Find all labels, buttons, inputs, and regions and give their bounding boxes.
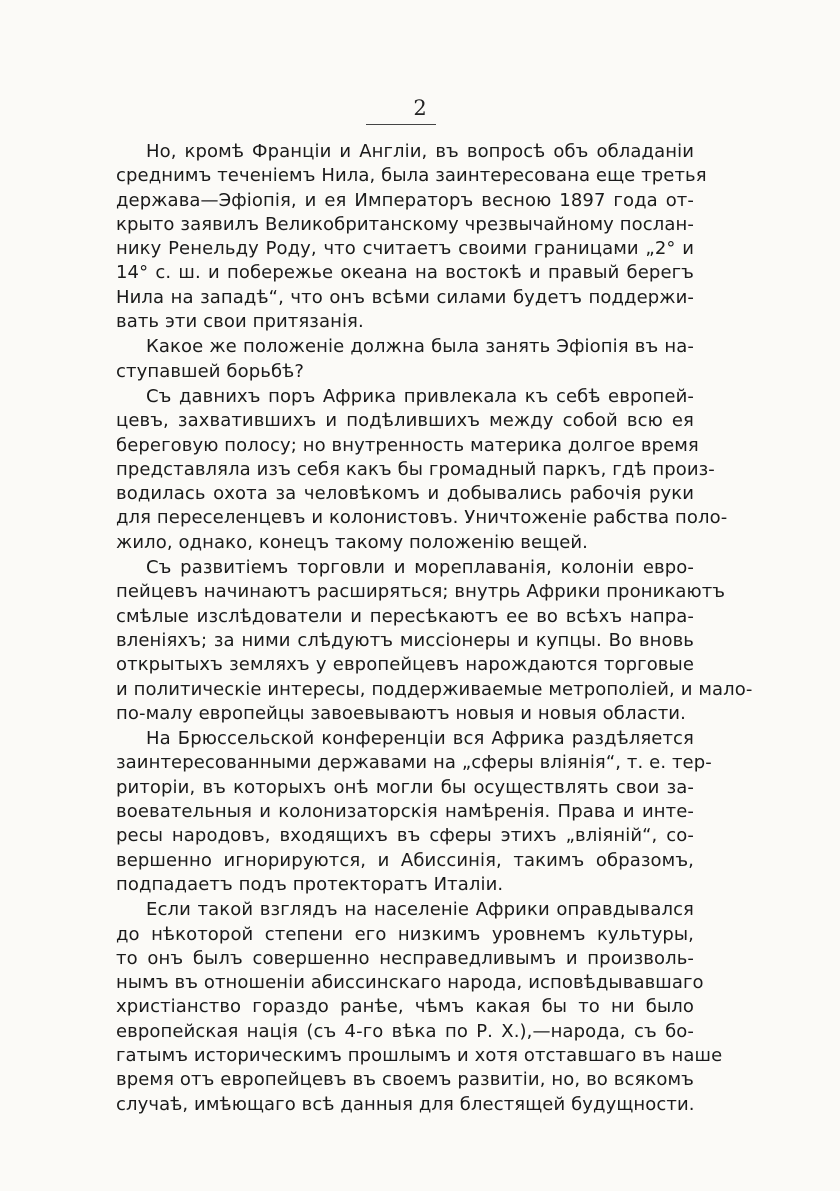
- text-line: до нѣкоторой степени его низкимъ уровнемъ культуры,: [116, 923, 694, 945]
- text-line: случаѣ, имѣющаго всѣ данныя для блестящей будущности.: [116, 1093, 695, 1115]
- text-line: представляла изъ себя какъ бы громадный паркъ, гдѣ произ-: [116, 458, 715, 480]
- text-line: ступавшей борьбѣ?: [116, 360, 305, 382]
- header-rule: [366, 124, 436, 125]
- text-line: ресы народовъ, входящихъ въ сферы этихъ „вліяній“, со-: [116, 825, 694, 847]
- text-line: европейская нація (съ 4-го вѣка по Р. Х.),—народа, съ бо-: [116, 1020, 694, 1042]
- text-line: 14° с. ш. и побережье океана на востокѣ и правый берегъ: [116, 262, 694, 284]
- text-line: крыто заявилъ Великобританскому чрезвычайному послан-: [116, 213, 694, 235]
- text-line: время отъ европейцевъ въ своемъ развитіи, но, во всякомъ: [116, 1069, 694, 1091]
- text-line: и политическіе интересы, поддерживаемые метрополіей, и мало-: [116, 678, 753, 700]
- text-line: цевъ, захватившихъ и подѣлившихъ между собой всю ея: [116, 410, 694, 432]
- text-line: христіанство гораздо ранѣе, чѣмъ какая бы то ни было: [116, 996, 694, 1018]
- body-text: [116, 140, 753, 1117]
- text-line: Нила на западѣ“, что онъ всѣми силами будетъ поддержи-: [116, 286, 694, 308]
- text-line: держава—Эфіопія, и ея Императоръ весною 1897 года от-: [116, 189, 694, 211]
- text-line: нику Ренельду Роду, что считаетъ своими границами „2° и: [116, 238, 694, 260]
- text-line: то онъ былъ совершенно несправедливымъ и произволь-: [116, 947, 694, 969]
- text-line: вершенно игнорируются, и Абиссинія, такимъ образомъ,: [116, 849, 694, 871]
- paragraph: [116, 385, 728, 555]
- paragraph: [116, 898, 723, 1117]
- paragraph: [116, 335, 694, 384]
- text-line: воевательныя и колонизаторскія намѣренія. Права и инте-: [116, 801, 694, 823]
- text-line: для переселенцевъ и колонистовъ. Уничтоженіе рабства поло-: [116, 507, 728, 529]
- text-line: На Брюссельской конференціи вся Африка раздѣляется: [146, 728, 694, 750]
- text-line: жило, однако, конецъ такому положенію вещей.: [116, 531, 588, 553]
- text-line: Если такой взглядъ на населеніе Африки оправдывался: [146, 899, 694, 921]
- text-line: заинтересованными державами на „сферы вліянія“, т. е. тер-: [116, 752, 712, 774]
- text-line: гатымъ историческимъ прошлымъ и хотя отставшаго въ наше: [116, 1044, 723, 1066]
- text-line: водилась охота за человѣкомъ и добывались рабочія руки: [116, 483, 694, 505]
- text-line: вать эти свои притязанія.: [116, 311, 364, 333]
- text-line: пейцевъ начинаютъ расширяться; внутрь Африки проникаютъ: [116, 581, 726, 603]
- text-line: Какое же положеніе должна была занять Эфіопія въ на-: [146, 336, 694, 358]
- text-line: Съ развитіемъ торговли и мореплаванія, колоніи евро-: [146, 557, 694, 579]
- paragraph: [116, 556, 753, 726]
- paragraph: [116, 727, 712, 897]
- text-line: Съ давнихъ поръ Африка привлекала къ себѣ европей-: [146, 385, 694, 407]
- text-line: Но, кромѣ Франціи и Англіи, въ вопросѣ объ обладаніи: [146, 141, 694, 162]
- text-line: смѣлые изслѣдователи и пересѣкаютъ ее во всѣхъ напра-: [116, 605, 694, 627]
- page-number: 2: [413, 96, 427, 120]
- text-line: по-малу европейцы завоевываютъ новыя и новыя области.: [116, 702, 686, 724]
- text-line: береговую полосу; но внутренность материка долгое время: [116, 434, 699, 456]
- paragraph: [116, 140, 707, 334]
- text-line: среднимъ теченіемъ Нила, была заинтересована еще третья: [116, 165, 707, 187]
- text-line: открытыхъ земляхъ у европейцевъ нарождаются торговые: [116, 654, 694, 676]
- text-line: подпадаетъ подъ протекторатъ Италіи.: [116, 873, 504, 895]
- text-line: нымъ въ отношеніи абиссинскаго народа, исповѣдывавшаго: [116, 972, 704, 994]
- text-line: риторіи, въ которыхъ онѣ могли бы осуществлять свои за-: [116, 776, 694, 798]
- text-line: вленіяхъ; за ними слѣдуютъ миссіонеры и купцы. Во вновь: [116, 629, 694, 651]
